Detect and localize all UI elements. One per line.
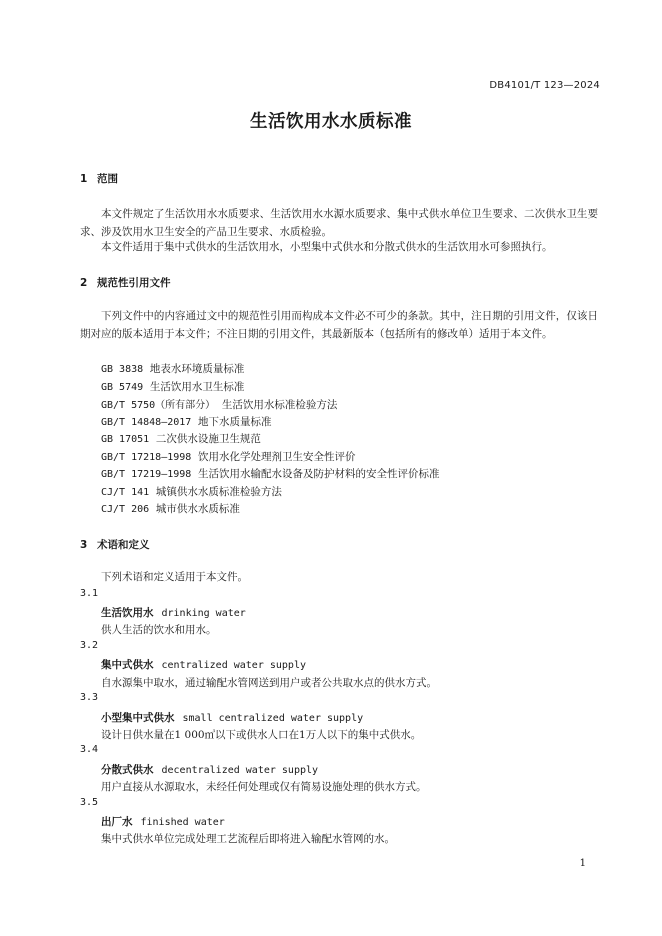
reference-code: GB/T 5750（所有部分） <box>101 400 216 411</box>
reference-title: 生活饮用水标准检验方法 <box>221 399 338 411</box>
term-zh: 小型集中式供水 <box>101 712 175 724</box>
section-number: 3 <box>80 539 88 551</box>
reference-item <box>101 431 261 446</box>
reference-code: GB/T 17218—1998 <box>101 452 192 463</box>
section-number: 2 <box>80 277 88 289</box>
section-number: 1 <box>80 173 88 185</box>
term-zh: 分散式供水 <box>101 764 154 776</box>
reference-code: GB 17051 <box>101 434 150 445</box>
term-heading <box>101 710 363 725</box>
reference-item <box>101 484 282 499</box>
reference-title: 城市供水水质标准 <box>155 503 240 515</box>
reference-item <box>101 501 240 516</box>
reference-code: GB/T 14848—2017 <box>101 417 192 428</box>
reference-code: CJ/T 141 <box>101 487 150 498</box>
term-heading <box>101 814 225 829</box>
term-en: centralized water supply <box>161 660 306 671</box>
reference-title: 生活饮用水输配水设备及防护材料的安全性评价标准 <box>198 468 440 480</box>
section-title: 规范性引用文件 <box>97 277 171 289</box>
section-title: 术语和定义 <box>97 539 150 551</box>
term-definition: 设计日供水量在1 000㎥以下或供水人口在1万人以下的集中式供水。 <box>101 729 422 741</box>
reference-item <box>101 466 440 481</box>
section-heading-scope <box>80 171 118 186</box>
reference-item <box>101 414 272 429</box>
term-zh: 生活饮用水 <box>101 607 154 619</box>
reference-code: GB 3838 <box>101 364 144 375</box>
reference-item <box>101 396 337 412</box>
term-definition: 供人生活的饮水和用水。 <box>101 624 217 636</box>
term-definition: 集中式供水单位完成处理工艺流程后即将进入输配水管网的水。 <box>101 833 395 845</box>
section-heading-normative-references <box>80 275 171 290</box>
reference-title: 饮用水化学处理剂卫生安全性评价 <box>198 451 356 463</box>
term-number: 3.3 <box>80 692 99 703</box>
section-title: 范围 <box>97 173 118 185</box>
term-en: decentralized water supply <box>161 765 319 776</box>
paragraph: 本文件规定了生活饮用水水质要求、生活饮用水水源水质要求、集中式供水单位卫生要求、二次供水卫生要求、涉及饮用水卫生安全的产品卫生要求、水质检验。 <box>80 208 598 238</box>
term-en: finished water <box>140 817 225 828</box>
page-title: 生活饮用水水质标准 <box>250 112 412 132</box>
paragraph: 本文件适用于集中式供水的生活饮用水，小型集中式供水和分散式供水的生活饮用水可参照执行。 <box>101 241 553 253</box>
reference-title: 地表水环境质量标准 <box>149 363 245 375</box>
reference-title: 二次供水设施卫生规范 <box>155 433 261 445</box>
term-number: 3.1 <box>80 588 99 599</box>
reference-title: 城镇供水水质标准检验方法 <box>155 486 282 498</box>
term-number: 3.4 <box>80 744 99 755</box>
term-number: 3.5 <box>80 797 99 808</box>
reference-code: CJ/T 206 <box>101 504 150 515</box>
term-en: drinking water <box>161 608 246 619</box>
term-zh: 出厂水 <box>101 816 133 828</box>
reference-item <box>101 449 356 464</box>
term-zh: 集中式供水 <box>101 659 154 671</box>
term-number: 3.2 <box>80 640 99 651</box>
paragraph: 下列术语和定义适用于本文件。 <box>101 571 248 583</box>
term-en: small centralized water supply <box>182 713 364 724</box>
reference-code: GB/T 17219—1998 <box>101 469 192 480</box>
term-heading <box>101 762 318 777</box>
term-heading <box>101 657 306 672</box>
reference-item <box>101 361 244 376</box>
term-heading <box>101 605 246 620</box>
paragraph: 下列文件中的内容通过文中的规范性引用而构成本文件必不可少的条款。其中，注日期的引用文件，仅该日期对应的版本适用于本文件；不注日期的引用文件，其最新版本（包括所有的修改单）适用于本文件。 <box>80 310 598 340</box>
reference-item <box>101 379 244 394</box>
term-definition: 自水源集中取水，通过输配水管网送到用户或者公共取水点的供水方式。 <box>101 677 437 689</box>
document-number: DB4101/T 123—2024 <box>489 80 600 91</box>
page-number: 1 <box>579 858 586 869</box>
reference-title: 生活饮用水卫生标准 <box>149 381 245 393</box>
section-heading-terms <box>80 537 150 552</box>
reference-title: 地下水质量标准 <box>198 416 272 428</box>
reference-code: GB 5749 <box>101 382 144 393</box>
term-definition: 用户直接从水源取水，未经任何处理或仅有简易设施处理的供水方式。 <box>101 781 427 793</box>
